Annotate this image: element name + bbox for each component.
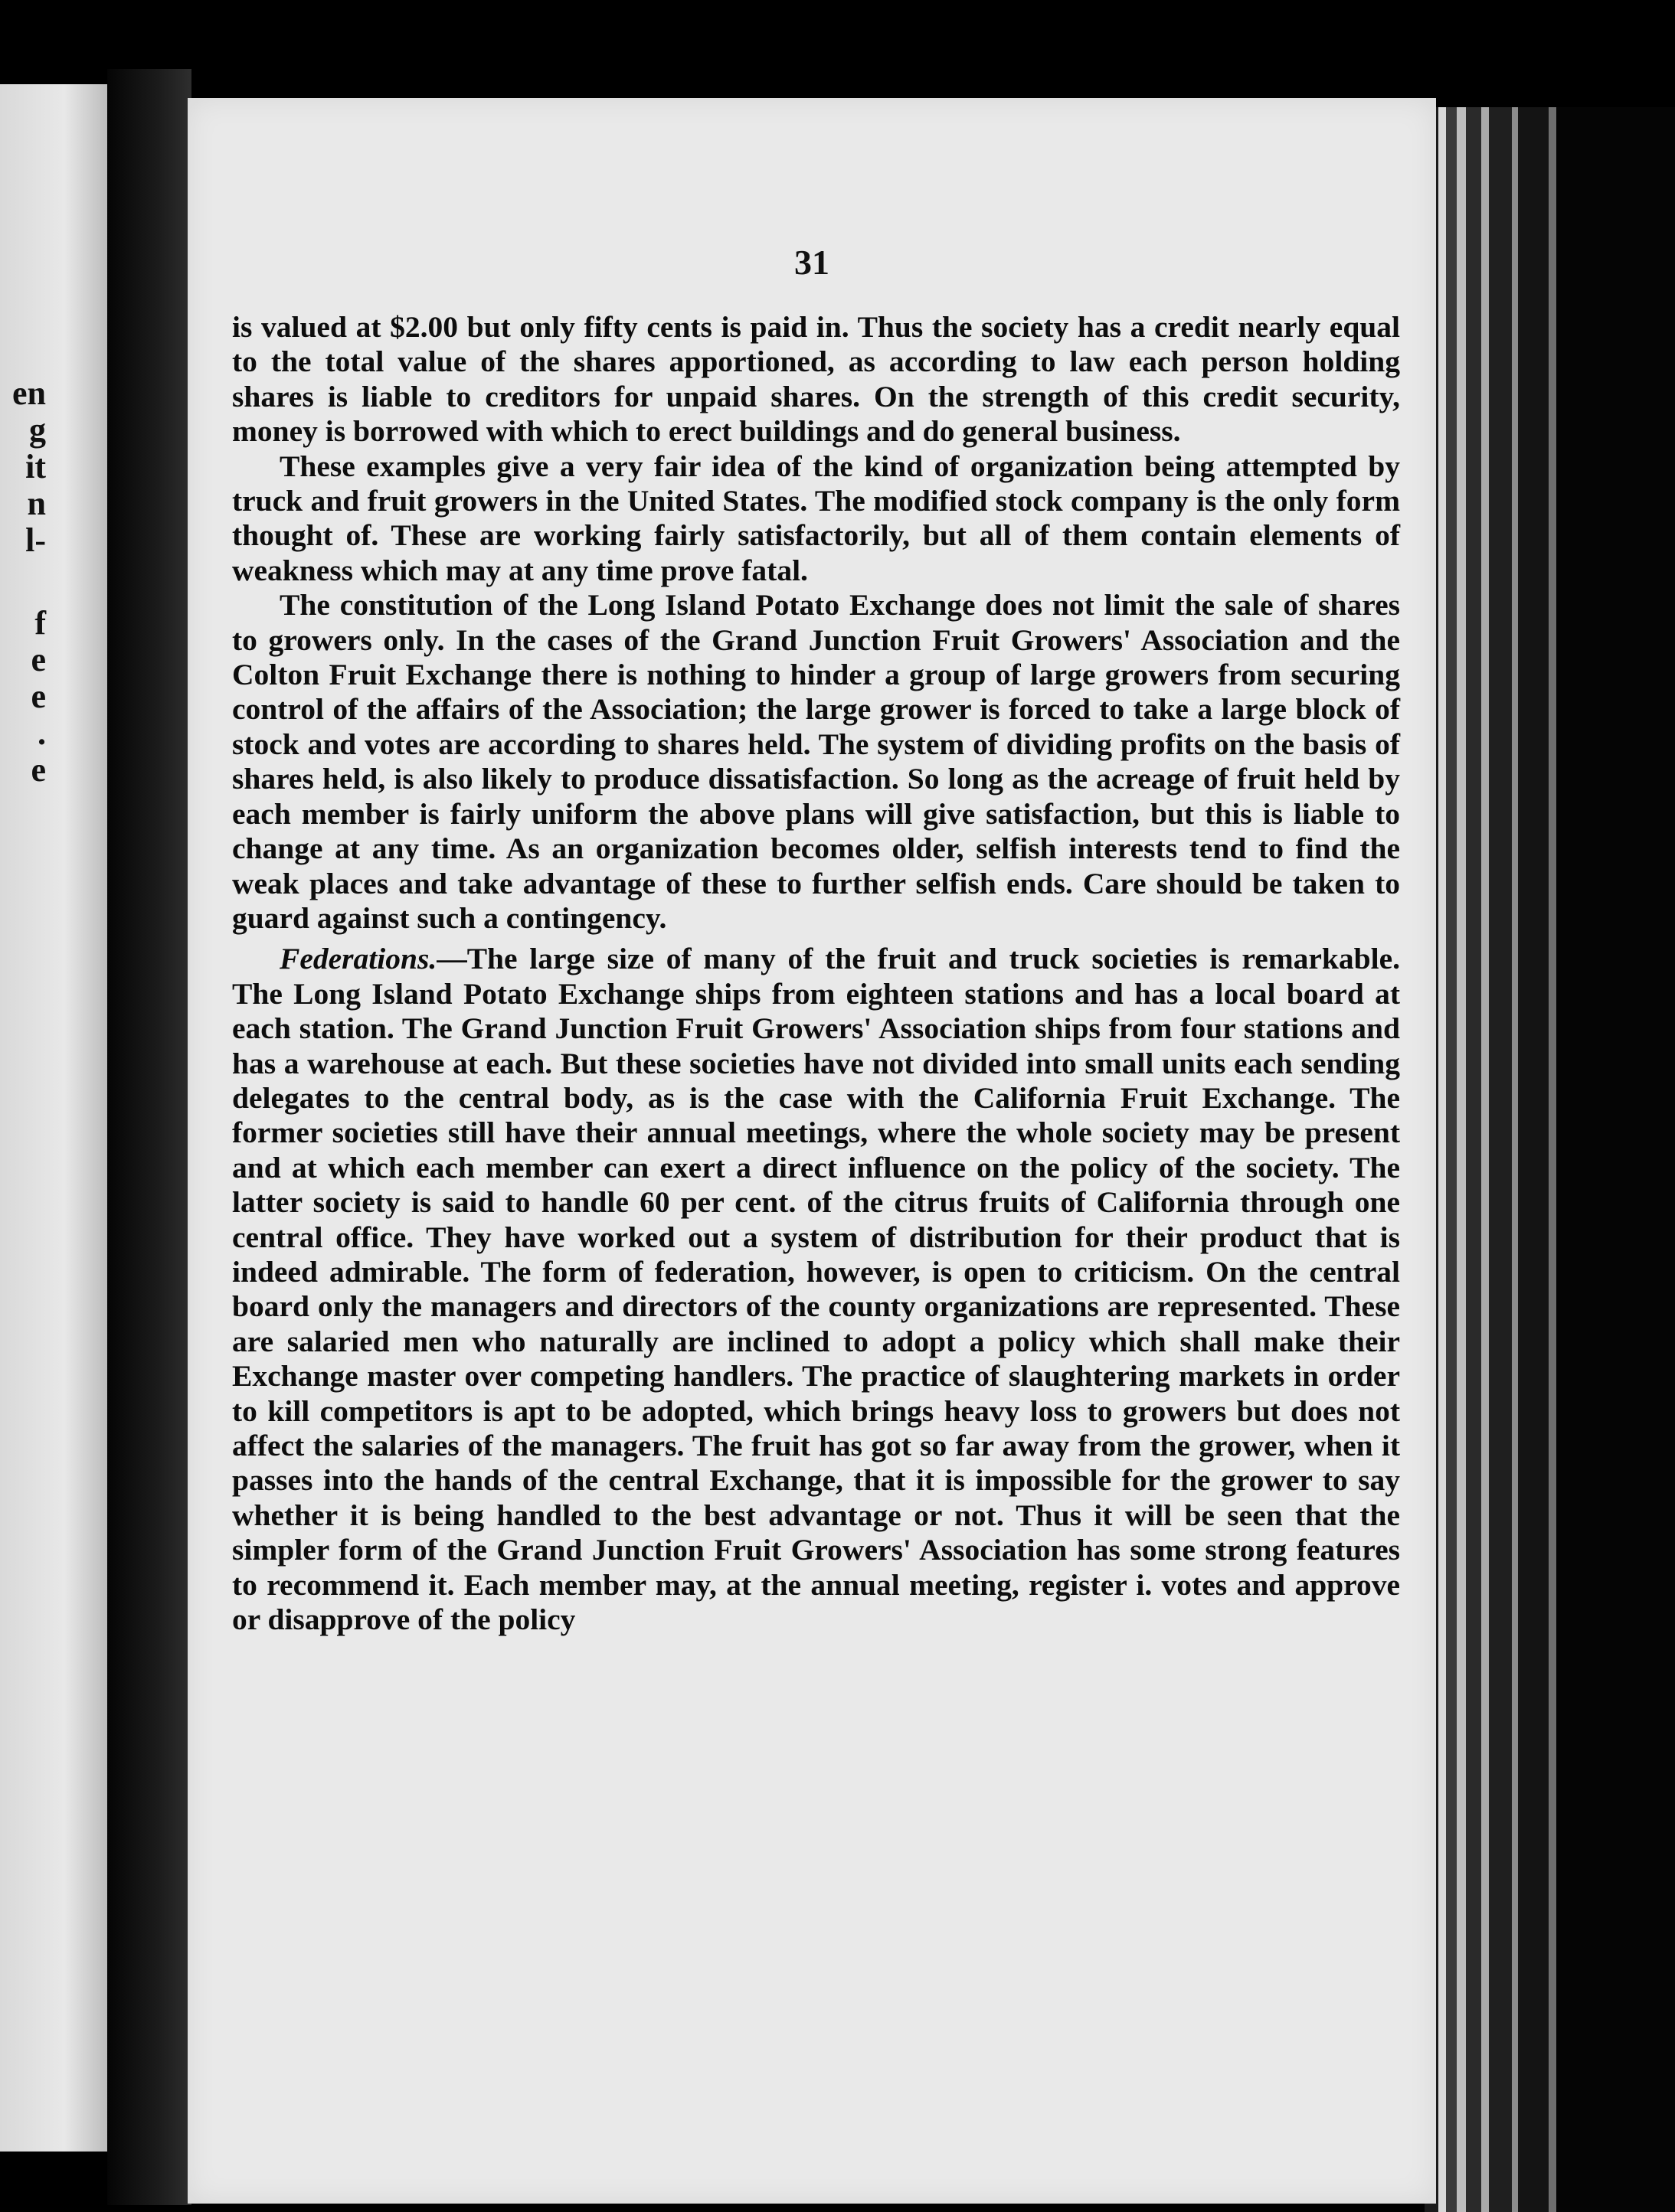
book-gutter <box>107 69 191 2205</box>
facing-page-fragment: f <box>34 604 46 642</box>
paragraph-federations <box>232 942 1400 1637</box>
page-body <box>232 310 1400 1637</box>
facing-page-fragment: it <box>25 448 46 485</box>
facing-page-fragment: g <box>29 411 46 449</box>
facing-page-fragment: . <box>38 714 46 752</box>
page-edges <box>1425 107 1675 2212</box>
paragraph: is valued at $2.00 but only fifty cents is paid in. Thus the society has a credit nearly equal to the total value of the shares apportioned, as according to law each person holding shares is liable to creditors for unpaid shares. On the strength of this credit security, money is borrowed with which to erect buildings and do general business. <box>232 310 1400 449</box>
facing-page-fragment: en <box>12 374 46 412</box>
paragraph: The constitution of the Long Island Potato Exchange does not limit the sale of shares to growers only. In the cases of the Grand Junction Fruit Growers' Association and the Colton Fruit Exchange there is nothing to hinder a group of large growers from securing control of the affairs of the Association; the large grower is forced to take a large block of stock and votes are according to shares held. The system of dividing profits on the basis of shares held, is also likely to produce dissatisfaction. So long as the acreage of fruit held by each member is fairly uniform the above plans will give satisfaction, but this is liable to change at any time. As an organization becomes older, selfish interests tend to find the weak places and take advantage of these to further selfish ends. Care should be taken to guard against such a contingency. <box>232 588 1400 935</box>
facing-page-fragment: e <box>31 678 46 715</box>
book-page <box>188 98 1436 2204</box>
facing-page-fragment: e <box>31 641 46 678</box>
paragraph: These examples give a very fair idea of the kind of organization being attempted by truck and fruit growers in the United States. The modified stock company is the only form thought of. These are working fairly satisfactorily, but all of them contain elements of weakness which may at any time prove fatal. <box>232 449 1400 587</box>
paragraph-text: —The large size of many of the fruit and truck societies is remarkable. The Long Island Potato Exchange ships from eighteen stations and has a local board at each station. The Grand Junction Fruit Growers' Association ships from four stations and has a warehouse at each. But these societies have not divided into small units each sending delegates to the central body, as is the case with the California Fruit Exchange. The former societies still have their annual meetings, where the whole society may be present and at which each member can exert a direct influence on the policy of the society. The latter society is said to handle 60 per cent. of the citrus fruits of California through one central office. They have worked out a system of distribution for their product that is indeed admirable. The form of federation, however, is open to criticism. On the central board only the managers and directors of the county organizations are represented. These are salaried men who naturally are inclined to adopt a policy which shall make their Exchange master over competing handlers. The practice of slaughtering markets in order to kill competitors is apt to be adopted, which brings heavy loss to growers but does not affect the salaries of the managers. The fruit has got so far away from the grower, when it passes into the hands of the central Exchange, that it is impossible for the grower to say whether it is being handled to the best advantage or not. Thus it will be seen that the simpler form of the Grand Junction Fruit Growers' Association has some strong features to recommend it. Each member may, at the annual meeting, register i. votes and approve or disapprove of the policy <box>232 942 1400 1637</box>
facing-page-text-fragments <box>0 375 46 789</box>
run-in-heading: Federations. <box>280 942 437 976</box>
page-number: 31 <box>794 243 829 282</box>
facing-page <box>0 84 107 2152</box>
facing-page-fragment: l- <box>25 521 46 559</box>
facing-page-fragment: e <box>31 751 46 789</box>
facing-page-fragment: n <box>27 485 46 522</box>
